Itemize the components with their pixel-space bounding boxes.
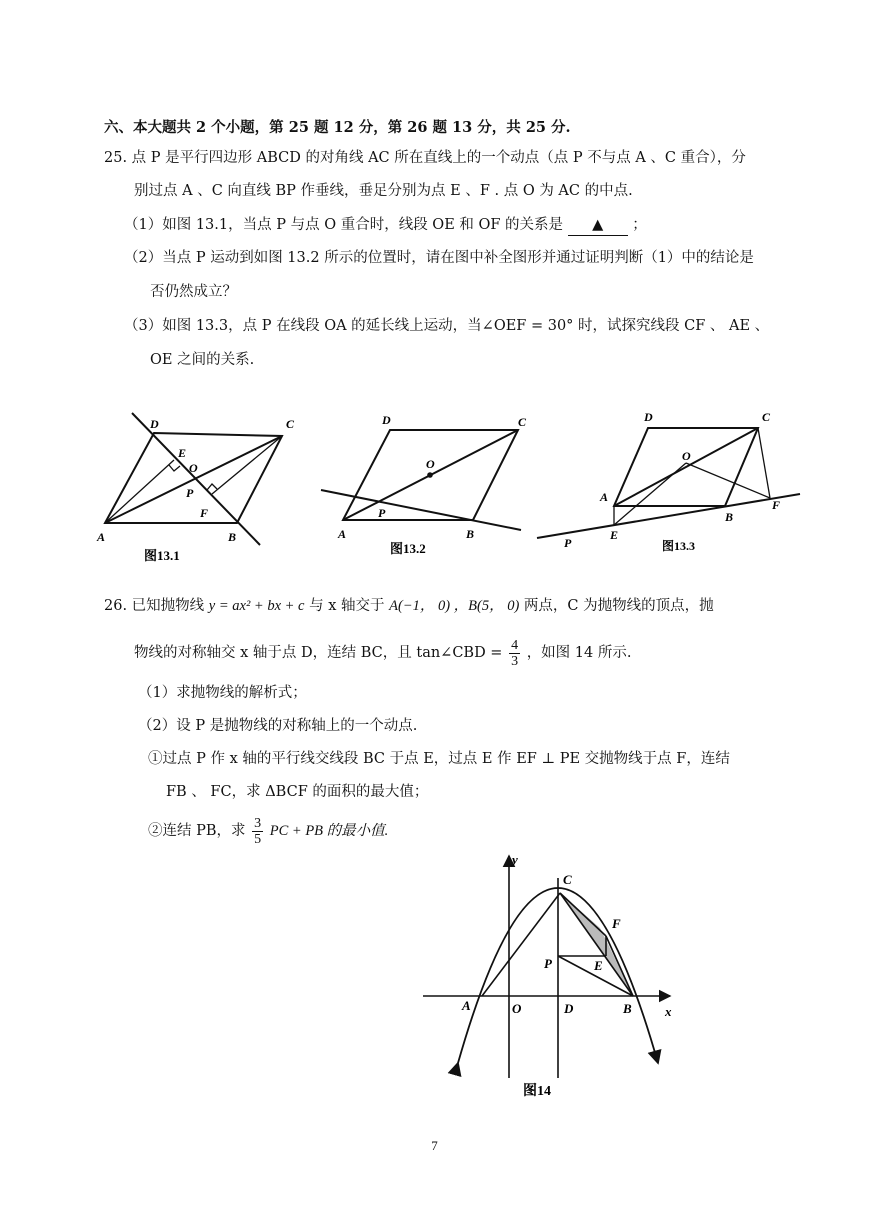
fig1-label-a: A (97, 530, 106, 544)
fig1-label-p: P (186, 486, 194, 500)
fig14-label-b: B (623, 1001, 632, 1016)
fig3-label-d: D (644, 410, 653, 424)
q26-line1-pre: 26. 已知抛物线 (104, 598, 205, 614)
q26-tan-den: 3 (511, 653, 519, 669)
q25-part3-line1: （3）如图 13.3，点 P 在线段 OA 的延长线上运动，当∠OEF = 30° 时，试探究线段 CF 、 AE 、 (124, 318, 770, 334)
q26-line2 (134, 636, 631, 670)
fig14-caption: 图14 (523, 1084, 551, 1099)
page-number: 7 (431, 1138, 438, 1153)
fig1-label-o: O (189, 461, 198, 475)
fig3-label-o: O (682, 449, 691, 463)
q26-sub1-line2: FB 、 FC，求 ΔBCF 的面积的最大值； (166, 784, 429, 800)
figure-14 (420, 848, 690, 1108)
q26-line2-post: ，如图 14 所示. (526, 645, 632, 661)
fig14-label-d: D (564, 1001, 574, 1016)
fig14-label-p: P (544, 956, 552, 971)
answer-blank: ▲ (568, 215, 628, 236)
fig2-label-o: O (426, 457, 435, 471)
figure-13-2 (318, 410, 538, 560)
q26-parabola-eq: y = ax² + bx + c (208, 598, 305, 614)
q26-sub2-pre: ②连结 PB，求 (148, 823, 246, 839)
fig14-label-f: F (612, 916, 621, 931)
fig2-caption: 图13.2 (390, 541, 426, 556)
fig3-label-a: A (600, 490, 609, 504)
fig1-label-f: F (200, 506, 209, 520)
fig3-label-c: C (762, 410, 771, 424)
figure-13-3 (532, 405, 807, 555)
q25-part1-end: ； (632, 217, 647, 233)
q26-line1-mid: 与 x 轴交于 (309, 598, 385, 614)
q26-sub2-post: PC + PB 的最小值. (269, 823, 389, 839)
fig1-label-d: D (150, 417, 159, 431)
fig14-label-y: y (512, 852, 518, 867)
fig1-label-e: E (178, 446, 187, 460)
fig14-label-o: O (512, 1001, 522, 1016)
fig3-label-f: F (772, 498, 781, 512)
section-heading: 六、本大题共 2 个小题，第 25 题 12 分，第 26 题 13 分，共 25 分. (104, 119, 571, 136)
q25-line2: 别过点 A 、C 向直线 BP 作垂线，垂足分别为点 E 、F . 点 O 为 AC 的中点. (134, 183, 633, 199)
q26-sub2 (148, 814, 388, 848)
q26-line1 (104, 596, 714, 616)
fig14-label-x: x (665, 1004, 672, 1019)
q26-sub2-fraction (252, 816, 263, 847)
q26-sub2-den: 5 (254, 831, 262, 847)
fig1-label-b: B (228, 530, 237, 544)
q25-line1: 25. 点 P 是平行四边形 ABCD 的对角线 AC 所在直线上的一个动点（点 P 不与点 A 、C 重合），分 (104, 150, 746, 166)
q26-tan-num: 4 (511, 637, 519, 653)
fig2-label-c: C (518, 415, 527, 429)
fig2-label-b: B (466, 527, 475, 541)
q26-part1: （1）求抛物线的解析式； (138, 685, 307, 701)
q25-part3-line2: OE 之间的关系. (150, 352, 255, 368)
q25-part1 (124, 215, 647, 236)
q25-part2-line1: （2）当点 P 运动到如图 13.2 所示的位置时，请在图中补全图形并通过证明判断（1）中的结论是 (124, 250, 754, 266)
figure-13-1 (92, 410, 312, 570)
fig3-label-p: P (564, 536, 572, 550)
q26-line2-pre: 物线的对称轴交 x 轴于点 D，连结 BC，且 tan∠CBD = (134, 645, 503, 661)
fig3-label-b: B (725, 510, 734, 524)
q25-part2-line2: 否仍然成立？ (150, 284, 237, 300)
fig14-label-c: C (563, 872, 572, 887)
q26-sub1-line1: ①过点 P 作 x 轴的平行线交线段 BC 于点 E，过点 E 作 EF ⊥ PE 交抛物线于点 F，连结 (148, 751, 730, 767)
q26-line1-post: 两点，C 为抛物线的顶点，抛 (523, 598, 714, 614)
fig14-label-a: A (462, 998, 471, 1013)
q25-part1-text: （1）如图 13.1，当点 P 与点 O 重合时，线段 OE 和 OF 的关系是 (124, 217, 564, 233)
fig3-label-e: E (610, 528, 619, 542)
q26-points: A(−1， 0) ，B(5， 0) (389, 598, 520, 614)
q26-tan-fraction (509, 638, 520, 669)
q26-part2: （2）设 P 是抛物线的对称轴上的一个动点. (138, 718, 418, 734)
fig1-caption: 图13.1 (144, 548, 180, 563)
fig2-label-p: P (378, 506, 386, 520)
fig2-label-d: D (382, 413, 391, 427)
fig2-point-o (427, 472, 433, 478)
fig14-label-e: E (594, 958, 603, 973)
fig3-caption: 图13.3 (662, 539, 696, 553)
q26-sub2-num: 3 (254, 815, 262, 831)
fig2-label-a: A (338, 527, 347, 541)
fig1-label-c: C (286, 417, 295, 431)
